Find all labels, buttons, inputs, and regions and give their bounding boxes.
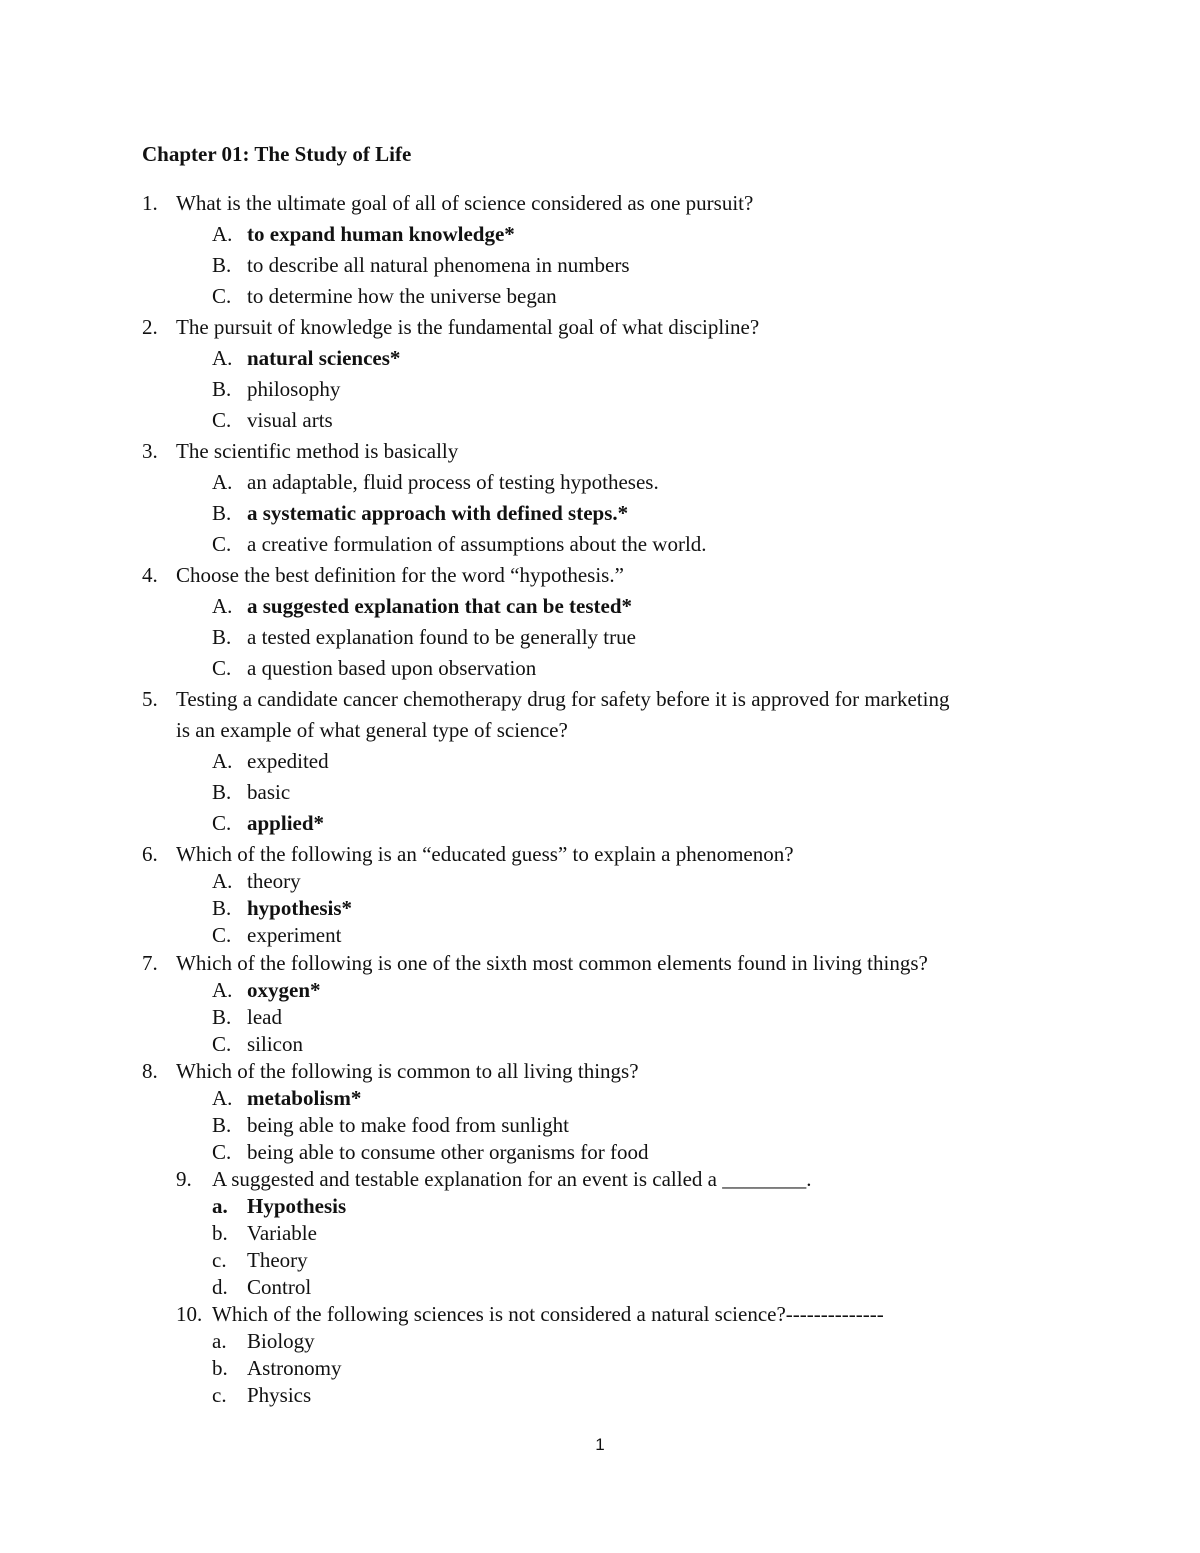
option-letter: B. — [212, 896, 232, 920]
question-text: Which of the following sciences is not considered a natural science?-------------- — [212, 1302, 884, 1326]
option-letter: B. — [212, 625, 232, 649]
option-text: Hypothesis — [247, 1194, 347, 1218]
question-number: 6. — [142, 842, 158, 866]
option-letter: A. — [212, 978, 233, 1002]
question-number: 9. — [176, 1167, 192, 1191]
option-letter: B. — [212, 780, 232, 804]
option-letter: C. — [212, 923, 232, 947]
question-text: The pursuit of knowledge is the fundamental goal of what discipline? — [176, 315, 760, 339]
option-text: lead — [247, 1005, 282, 1029]
option-text: a systematic approach with defined steps.* — [247, 501, 629, 525]
option-text: natural sciences* — [247, 346, 401, 370]
question-number: 4. — [142, 563, 158, 587]
question-text: Which of the following is common to all living things? — [176, 1059, 639, 1083]
option-text: being able to make food from sunlight — [247, 1113, 569, 1137]
option-text: an adaptable, fluid process of testing hypotheses. — [247, 470, 659, 494]
question-text: Choose the best definition for the word “hypothesis.” — [176, 563, 624, 587]
question-text: A suggested and testable explanation for an event is called a ________. — [212, 1167, 812, 1191]
option-letter: C. — [212, 532, 232, 556]
question-text: Which of the following is one of the sixth most common elements found in living things? — [176, 951, 928, 975]
option-text: Biology — [247, 1329, 315, 1353]
option-text: metabolism* — [247, 1086, 362, 1110]
page-title: Chapter 01: The Study of Life — [142, 142, 412, 166]
option-letter: A. — [212, 470, 233, 494]
option-text: oxygen* — [247, 978, 321, 1002]
question-text: is an example of what general type of science? — [176, 718, 568, 742]
option-text: philosophy — [247, 377, 341, 401]
option-letter: a. — [212, 1194, 228, 1218]
question-text: The scientific method is basically — [176, 439, 459, 463]
option-text: visual arts — [247, 408, 333, 432]
question-text: Which of the following is an “educated guess” to explain a phenomenon? — [176, 842, 794, 866]
option-letter: B. — [212, 501, 232, 525]
option-text: being able to consume other organisms for food — [247, 1140, 649, 1164]
option-letter: a. — [212, 1329, 227, 1353]
question-number: 5. — [142, 687, 158, 711]
option-text: a suggested explanation that can be tested* — [247, 594, 633, 618]
question-text: Testing a candidate cancer chemotherapy drug for safety before it is approved for marketing — [176, 687, 950, 711]
option-letter: A. — [212, 749, 233, 773]
option-letter: C. — [212, 656, 232, 680]
option-letter: B. — [212, 1005, 232, 1029]
option-letter: A. — [212, 594, 233, 618]
option-text: Astronomy — [247, 1356, 342, 1380]
page-number: 1 — [595, 1435, 605, 1454]
option-letter: C. — [212, 811, 232, 835]
option-text: Physics — [247, 1383, 312, 1407]
option-letter: B. — [212, 1113, 232, 1137]
option-text: to expand human knowledge* — [247, 222, 515, 246]
option-text: silicon — [247, 1032, 303, 1056]
option-text: to determine how the universe began — [247, 284, 557, 308]
option-text: theory — [247, 869, 301, 893]
option-text: expedited — [247, 749, 329, 773]
option-letter: c. — [212, 1383, 227, 1407]
option-text: hypothesis* — [247, 896, 353, 920]
option-text: a question based upon observation — [247, 656, 537, 680]
option-letter: A. — [212, 1086, 233, 1110]
question-number: 8. — [142, 1059, 158, 1083]
question-number: 2. — [142, 315, 158, 339]
option-letter: b. — [212, 1221, 228, 1245]
option-letter: d. — [212, 1275, 228, 1299]
question-number: 1. — [142, 191, 158, 215]
option-text: a creative formulation of assumptions about the world. — [247, 532, 707, 556]
option-letter: C. — [212, 1140, 232, 1164]
option-text: a tested explanation found to be generally true — [247, 625, 636, 649]
option-letter: A. — [212, 869, 233, 893]
question-number: 7. — [142, 951, 158, 975]
option-text: Theory — [247, 1248, 308, 1272]
option-text: basic — [247, 780, 291, 804]
option-letter: C. — [212, 284, 232, 308]
question-number: 3. — [142, 439, 158, 463]
option-letter: B. — [212, 253, 232, 277]
option-letter: b. — [212, 1356, 228, 1380]
option-text: applied* — [247, 811, 325, 835]
question-text: What is the ultimate goal of all of science considered as one pursuit? — [176, 191, 754, 215]
option-letter: B. — [212, 377, 232, 401]
option-text: experiment — [247, 923, 342, 947]
option-letter: c. — [212, 1248, 227, 1272]
option-text: to describe all natural phenomena in numbers — [247, 253, 630, 277]
option-letter: A. — [212, 222, 233, 246]
option-letter: C. — [212, 408, 232, 432]
question-number: 10. — [176, 1302, 203, 1326]
option-text: Control — [247, 1275, 312, 1299]
option-text: Variable — [247, 1221, 317, 1245]
option-letter: A. — [212, 346, 233, 370]
option-letter: C. — [212, 1032, 232, 1056]
